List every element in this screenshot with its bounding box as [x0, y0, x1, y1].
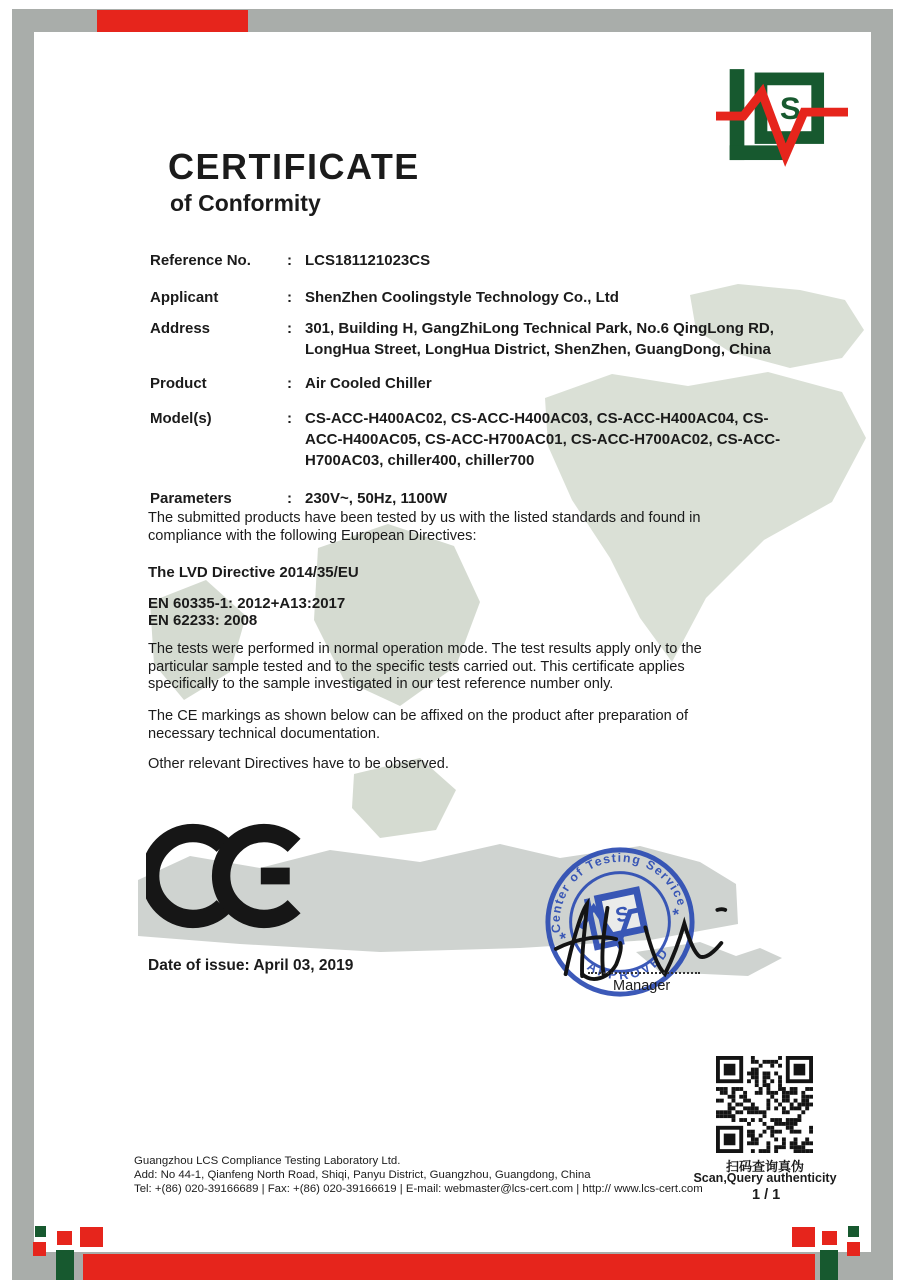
qr-code: [716, 1056, 813, 1153]
page-number: 1 / 1: [752, 1187, 781, 1203]
date-of-issue: Date of issue: April 03, 2019: [148, 957, 354, 974]
field-label: Model(s): [150, 410, 212, 427]
br-green-square: [848, 1226, 859, 1237]
field-row-product: [150, 373, 800, 394]
field-label: Reference No.: [150, 252, 251, 269]
ce-mark-icon: [146, 813, 302, 939]
field-value: LCS181121023CS: [305, 252, 431, 269]
field-label: Applicant: [150, 289, 219, 306]
paragraph-intro: The submitted products have been tested by us with the listed standards and found in compliance with the following European Directives:: [148, 510, 701, 544]
field-row-reference: [150, 250, 800, 271]
field-row-applicant: [150, 287, 800, 308]
field-row-address: [150, 318, 800, 360]
paragraph-other-directives: Other relevant Directives have to be observed.: [148, 756, 449, 772]
field-colon: :: [287, 490, 292, 507]
field-value: 230V~, 50Hz, 1100W: [305, 490, 448, 507]
br-green-rect: [820, 1250, 838, 1280]
field-colon: :: [287, 320, 292, 337]
field-label: Address: [150, 320, 211, 337]
br-red-square-big: [792, 1227, 815, 1247]
stamp-star-left: *: [558, 928, 569, 949]
qr-caption-en: Scan,Query authenticity: [693, 1171, 837, 1185]
stamp-logo-letter: S: [613, 902, 632, 928]
br-red-square-mid: [822, 1231, 837, 1245]
logo-letter: S: [779, 90, 801, 126]
standards-list: [148, 595, 750, 629]
field-row-models: [150, 408, 800, 471]
br-red-square-small: [847, 1242, 860, 1256]
field-label: Product: [150, 375, 207, 392]
field-value: CS-ACC-H400AC02, CS-ACC-H400AC03, CS-ACC-H400AC04, CS-ACC-H400AC05, CS-ACC-H700AC01, CS-ACC-H700AC02, CS-ACC-H700AC03, chiller400, chiller700: [305, 410, 781, 469]
bl-red-square-big: [80, 1227, 103, 1247]
standard-line: EN 62233: 2008: [148, 612, 258, 629]
stamp-bottom-text: APPROVED: [584, 943, 673, 983]
bottom-red-bar: [83, 1254, 815, 1280]
field-row-parameters: [150, 488, 800, 509]
footer-address: Add: No 44-1, Qianfeng North Road, Shiqi, Panyu District, Guangzhou, Guangdong, China: [134, 1169, 591, 1181]
directive-line: The LVD Directive 2014/35/EU: [148, 564, 359, 581]
qr-caption-zh: 扫码查询真伪: [725, 1159, 804, 1174]
certificate-subtitle: of Conformity: [170, 190, 321, 216]
lcs-logo-icon: [716, 68, 848, 168]
field-value: 301, Building H, GangZhiLong Technical Park, No.6 QingLong RD, LongHua Street, LongHua District, ShenZhen, GuangDong, China: [305, 320, 774, 358]
field-colon: :: [287, 410, 292, 427]
bl-red-square-small: [33, 1242, 46, 1256]
bl-green-rect: [56, 1250, 74, 1280]
bl-green-square: [35, 1226, 46, 1237]
field-colon: :: [287, 252, 292, 269]
paragraph-ce-markings: The CE markings as shown below can be affixed on the product after preparation of necessary technical documentation.: [148, 708, 689, 742]
signer-title: Manager: [613, 978, 671, 994]
certificate-title: CERTIFICATE: [168, 146, 420, 187]
frame-right: [871, 9, 893, 1280]
paragraph-tests: The tests were performed in normal operation mode. The test results apply only to the particular sample tested and to the specific tests carried out. This certificate applies specifically to the sample investigated in our test reference number only.: [148, 641, 702, 692]
field-value: ShenZhen Coolingstyle Technology Co., Ltd: [305, 289, 619, 306]
frame-left: [12, 9, 34, 1280]
bl-red-square-mid: [57, 1231, 72, 1245]
footer-contact: Tel: +(86) 020-39166689 | Fax: +(86) 020-39166619 | E-mail: webmaster@lcs-cert.com | http:// www.lcs-cert.com: [134, 1183, 703, 1195]
top-red-mark: [97, 10, 248, 32]
field-value: Air Cooled Chiller: [305, 375, 432, 392]
signature-dotted-line: [588, 972, 700, 974]
field-colon: :: [287, 289, 292, 306]
standard-line: EN 60335-1: 2012+A13:2017: [148, 595, 346, 612]
stamp-top-text: Center of Testing Service: [548, 850, 690, 934]
stamp-star-right: *: [671, 904, 682, 925]
field-colon: :: [287, 375, 292, 392]
footer-company: Guangzhou LCS Compliance Testing Laboratory Ltd.: [134, 1155, 401, 1167]
field-label: Parameters: [150, 490, 232, 507]
